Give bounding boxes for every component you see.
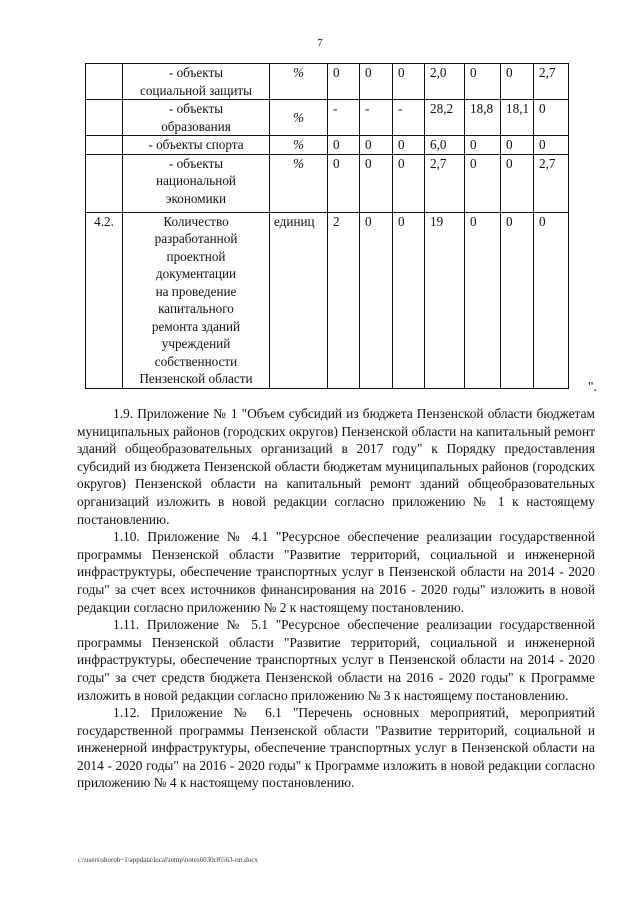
value-cell: 0	[465, 212, 501, 388]
indicator-name-line: национальной	[156, 173, 236, 188]
row-index-cell	[86, 154, 123, 212]
indicator-name-line: проектной	[166, 248, 226, 264]
paragraph-1-9: 1.9. Приложение № 1 "Объем субсидий из бюджета Пензенской области бюджетам муниципальных районов (городских округов) Пензенской области на капитальный ремонт зданий общеобразовательных организаций в 2017 году" к Порядку предоставления субсидий из бюджета Пензенской области бюджетам муниципальных районов (городских округов) Пензенской области на капитальный ремонт зданий общеобразовательных организаций изложить в новой редакции согласно приложению № 1 к настоящему постановлению.	[77, 406, 595, 527]
value-cell: 0	[465, 136, 501, 155]
unit-cell: %	[270, 64, 328, 100]
value-cell: 2,7	[534, 154, 569, 212]
unit-cell: %	[270, 154, 328, 212]
value-cell: 0	[360, 212, 393, 388]
table-row	[86, 100, 569, 136]
row-index-cell	[86, 64, 123, 100]
paragraph-1-11: 1.11. Приложение № 5.1 "Ресурсное обеспечение реализации государственной программы Пензенской области "Развитие территорий, социальной и инженерной инфраструктуры, обеспечение транспортных услуг в Пензенской области на 2014 - 2020 годы" за счет средств бюджета Пензенской области на 2016 - 2020 годы" к Программе изложить в новой редакции согласно приложению № 3 к настоящему постановлению.	[77, 617, 595, 703]
value-cell: 0	[534, 100, 569, 136]
indicator-name-cell	[123, 100, 270, 136]
indicator-name-line: собственности	[154, 353, 238, 369]
indicator-name-line: ремонта зданий	[151, 318, 241, 334]
value-cell: 6,0	[425, 136, 465, 155]
value-cell: -	[360, 100, 393, 136]
value-cell: 2,7	[425, 154, 465, 212]
indicator-name-line: - объекты	[168, 65, 224, 80]
table-row	[86, 154, 569, 212]
row-index-cell: 4.2.	[86, 212, 123, 388]
value-cell: 19	[425, 212, 465, 388]
table-row	[86, 212, 569, 388]
indicator-name-line: - объекты спорта	[148, 137, 244, 152]
table-body	[86, 64, 569, 389]
value-cell: 0	[360, 136, 393, 155]
value-cell: 0	[501, 154, 534, 212]
value-cell: -	[393, 100, 425, 136]
value-cell: 18,1	[501, 100, 534, 136]
paragraph-1-10: 1.10. Приложение № 4.1 "Ресурсное обеспечение реализации государственной программы Пензенской области "Развитие территорий, социальной и инженерной инфраструктуры, обеспечение транспортных услуг в Пензенской области на 2014 - 2020 годы" за счет всех источников финансирования на 2016 - 2020 годы" изложить в новой редакции согласно приложению № 2 к настоящему постановлению.	[77, 529, 595, 615]
closing-quote: ".	[588, 379, 597, 394]
indicator-name-line: Количество	[163, 213, 229, 229]
body-text	[77, 405, 595, 792]
value-cell: 0	[393, 212, 425, 388]
value-cell: 0	[501, 136, 534, 155]
value-cell: 0	[465, 64, 501, 100]
value-cell: 0	[501, 64, 534, 100]
value-cell: 0	[393, 154, 425, 212]
value-cell: 0	[501, 212, 534, 388]
table-row	[86, 136, 569, 155]
value-cell: 0	[360, 154, 393, 212]
indicator-name-line: - объекты	[168, 101, 224, 116]
value-cell: 0	[393, 136, 425, 155]
unit-cell: %	[270, 136, 328, 155]
value-cell: 0	[393, 64, 425, 100]
value-cell: 2,7	[534, 64, 569, 100]
indicator-name-cell	[123, 64, 270, 100]
row-index-cell	[86, 136, 123, 155]
unit-cell: единиц	[270, 212, 328, 388]
value-cell: 18,8	[465, 100, 501, 136]
value-cell: 0	[328, 136, 360, 155]
indicator-name-cell	[123, 136, 270, 155]
indicator-name-line: образования	[161, 118, 231, 134]
indicator-name-cell	[123, 212, 270, 388]
value-cell: 0	[360, 64, 393, 100]
page-number: 7	[317, 37, 323, 49]
unit-cell: %	[270, 100, 328, 136]
paragraph-1-12: 1.12. Приложение № 6.1 "Перечень основных мероприятий, мероприятий государственной программы Пензенской области "Развитие территорий, социальной и инженерной инфраструктуры, обеспечение транспортных услуг в Пензенской области на 2014 - 2020 годы" на 2016 - 2020 годы" к Программе изложить в новой редакции согласно приложению № 4 к настоящему постановлению.	[77, 705, 595, 791]
indicator-name-line: на проведение	[155, 283, 237, 299]
indicator-name-line: капитального	[158, 301, 234, 316]
indicator-table	[85, 63, 569, 389]
indicator-name-line: социальной защиты	[139, 82, 253, 98]
value-cell: 0	[465, 154, 501, 212]
value-cell: 0	[328, 64, 360, 100]
value-cell: 2	[328, 212, 360, 388]
value-cell: 0	[328, 154, 360, 212]
indicator-name-line: учреждений	[161, 336, 231, 351]
value-cell: 2,0	[425, 64, 465, 100]
value-cell: 0	[534, 212, 569, 388]
value-cell: -	[328, 100, 360, 136]
indicator-name-line: экономики	[165, 190, 227, 206]
footer-file-path: c:\users\shoroh~1\appdata\local\temp\notes6030c8\563-пп.docx	[78, 856, 258, 864]
indicator-name-line: документации	[155, 266, 237, 281]
indicator-name-line: Пензенской области	[139, 371, 253, 386]
indicator-name-line: - объекты	[168, 155, 224, 171]
table-row	[86, 64, 569, 100]
indicator-name-line: разработанной	[154, 231, 238, 246]
row-index-cell	[86, 100, 123, 136]
value-cell: 28,2	[425, 100, 465, 136]
indicator-name-cell	[123, 154, 270, 212]
value-cell: 0	[534, 136, 569, 155]
